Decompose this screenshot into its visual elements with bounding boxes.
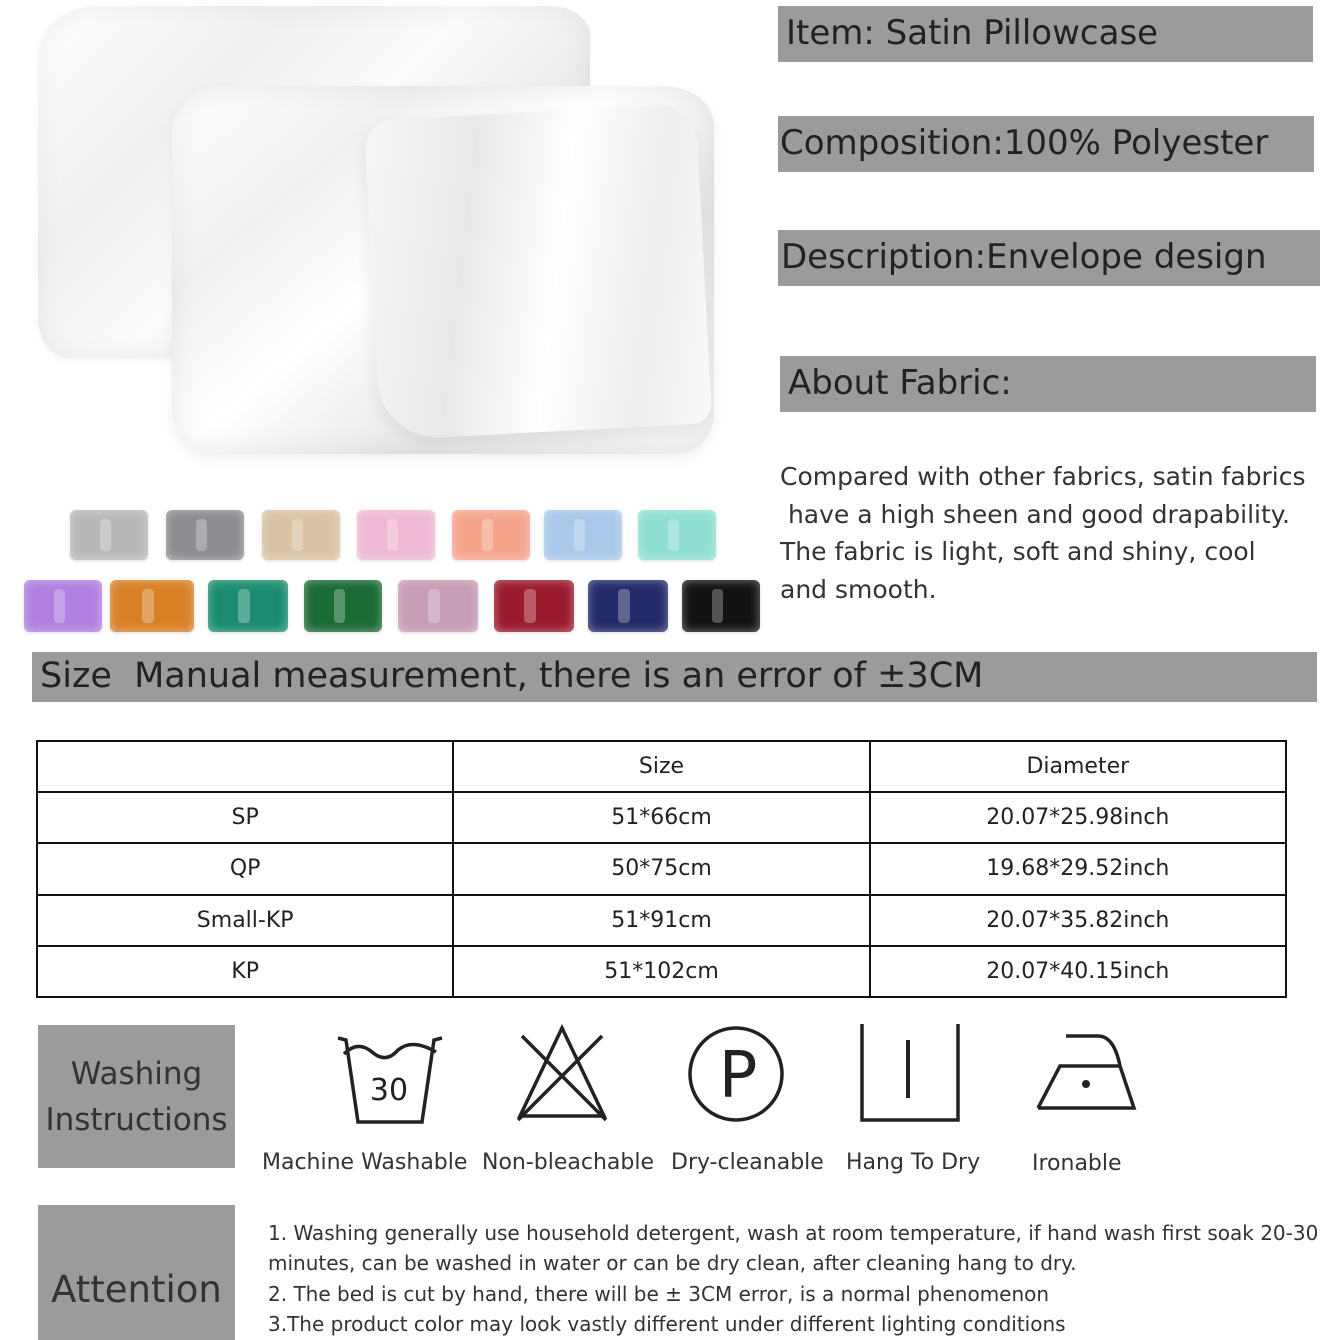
size-heading-bar <box>32 652 1317 702</box>
attention-line: minutes, can be washed in water or can be dry clean, after cleaning hang to dry. <box>268 1251 1077 1276</box>
color-swatch-orange <box>110 580 194 632</box>
color-swatch-silver <box>70 510 148 560</box>
caption-ironable: Ironable <box>1032 1151 1122 1176</box>
attention-label <box>38 1205 235 1340</box>
row-size-cm: 51*102cm <box>453 946 869 997</box>
color-swatch-light-blue <box>544 510 622 560</box>
dry-clean-letter: P <box>718 1039 758 1113</box>
color-swatch-lavender <box>24 580 102 632</box>
dry-clean-p-icon <box>686 1024 786 1124</box>
row-name: Small-KP <box>37 895 453 946</box>
table-header-blank <box>37 741 453 792</box>
caption-machine-washable: Machine Washable <box>262 1150 468 1175</box>
color-swatch-burgundy <box>494 580 574 632</box>
row-size-inch: 20.07*40.15inch <box>870 946 1286 997</box>
attention-line: 2. The bed is cut by hand, there will be ± 3CM error, is a normal phenomenon <box>268 1281 1050 1306</box>
about-fabric-bar <box>780 356 1316 412</box>
size-table <box>36 740 1287 998</box>
washing-label-line1: Washing <box>70 1055 203 1092</box>
attention-label-text: Attention <box>51 1268 222 1311</box>
caption-hang-to-dry: Hang To Dry <box>846 1150 981 1175</box>
color-swatch-gray <box>166 510 244 560</box>
color-swatch-navy <box>588 580 668 632</box>
attention-notes <box>268 1218 1340 1340</box>
color-swatch-black <box>682 580 760 632</box>
table-row <box>37 895 1286 946</box>
attention-line: 1. Washing generally use household detergent, wash at room temperature, if hand wash first soak 20-30 <box>268 1221 1319 1245</box>
color-swatch-aqua <box>638 510 716 560</box>
composition-text: Composition:100% Polyester <box>780 123 1269 164</box>
composition-bar <box>778 116 1314 172</box>
fabric-description <box>780 458 1330 608</box>
row-size-inch: 20.07*25.98inch <box>870 792 1286 843</box>
product-image <box>20 0 740 470</box>
attention-line: 3.The product color may look vastly different under different lighting conditions <box>268 1312 1066 1337</box>
wash-temperature: 30 <box>369 1073 409 1108</box>
fabric-line: The fabric is light, soft and shiny, cool <box>780 537 1256 566</box>
row-size-cm: 51*66cm <box>453 792 869 843</box>
table-row <box>37 946 1286 997</box>
row-name: QP <box>37 843 453 894</box>
description-bar <box>778 230 1320 286</box>
fabric-line: have a high sheen and good drapability. <box>780 499 1290 529</box>
color-swatch-pink <box>357 510 435 560</box>
table-row <box>37 792 1286 843</box>
about-fabric-heading: About Fabric: <box>788 363 1012 404</box>
fabric-line: Compared with other fabrics, satin fabrics <box>780 462 1306 491</box>
washing-label-line2: Instructions <box>45 1101 228 1138</box>
color-swatch-coral <box>452 510 530 560</box>
table-header-row <box>37 741 1286 792</box>
washtub-30-icon <box>332 1030 448 1130</box>
hang-dry-icon <box>858 1024 964 1124</box>
washing-instructions-label <box>38 1025 235 1168</box>
row-name: SP <box>37 792 453 843</box>
item-bar <box>778 6 1313 62</box>
pillow-envelope-flap <box>364 104 712 441</box>
row-size-inch: 20.07*35.82inch <box>870 895 1286 946</box>
row-size-inch: 19.68*29.52inch <box>870 843 1286 894</box>
caption-dry-cleanable: Dry-cleanable <box>671 1150 824 1175</box>
table-row <box>37 843 1286 894</box>
table-header-size: Size <box>453 741 869 792</box>
color-swatches <box>0 500 770 640</box>
color-swatch-mauve <box>398 580 478 632</box>
caption-non-bleachable: Non-bleachable <box>482 1150 655 1175</box>
row-size-cm: 50*75cm <box>453 843 869 894</box>
row-name: KP <box>37 946 453 997</box>
no-bleach-icon <box>514 1024 610 1122</box>
fabric-line: and smooth. <box>780 574 937 604</box>
row-size-cm: 51*91cm <box>453 895 869 946</box>
table-header-diameter: Diameter <box>870 741 1286 792</box>
description-text: Description:Envelope design <box>781 237 1267 278</box>
item-text: Item: Satin Pillowcase <box>786 13 1159 54</box>
color-swatch-green <box>304 580 382 632</box>
color-swatch-teal <box>208 580 288 632</box>
iron-icon <box>1034 1030 1138 1112</box>
size-heading: Size Manual measurement, there is an error of ±3CM <box>40 656 984 697</box>
color-swatch-champagne <box>262 510 340 560</box>
